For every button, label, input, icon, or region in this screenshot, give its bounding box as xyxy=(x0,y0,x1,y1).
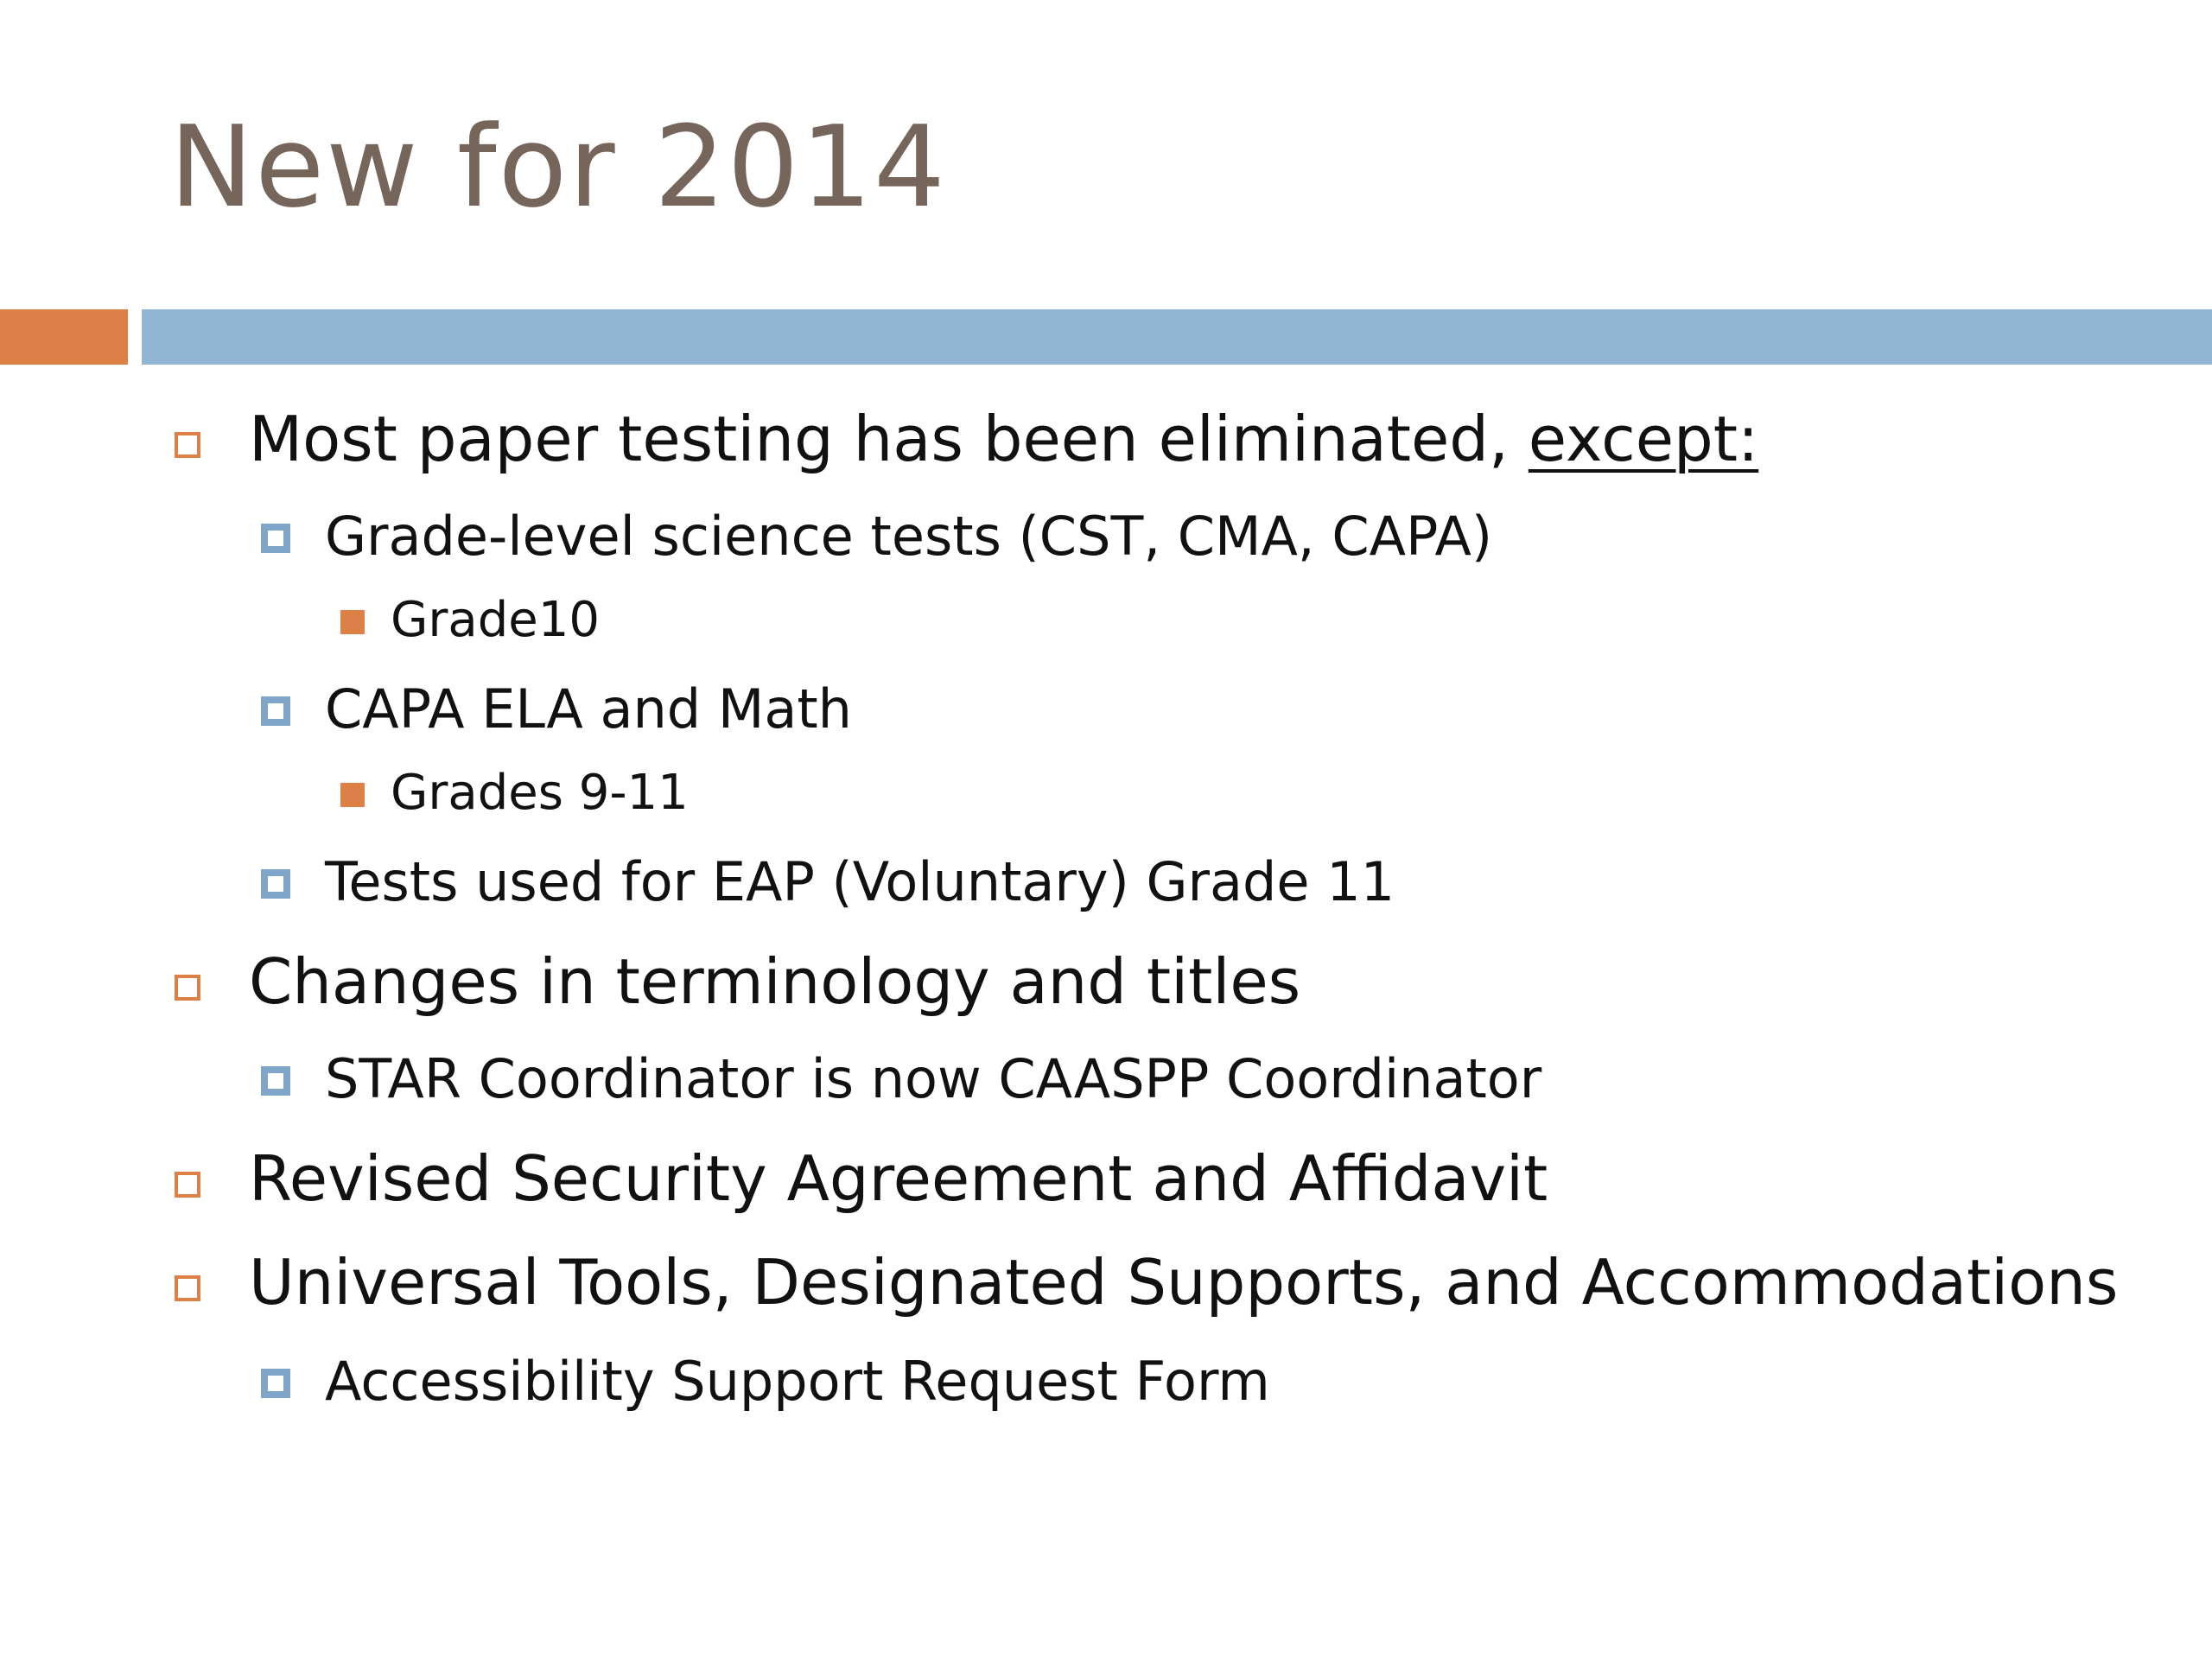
bullet-text: CAPA ELA and Math xyxy=(325,677,852,741)
hollow-square-bullet-icon xyxy=(175,1275,200,1301)
bullet-text: Grades 9-11 xyxy=(391,765,689,821)
blue-square-bullet-icon xyxy=(261,869,290,899)
bullet-text: STAR Coordinator is now CAASPP Coordinator xyxy=(325,1047,1542,1110)
bullet-item xyxy=(261,850,1395,913)
bullet-item xyxy=(340,765,689,821)
bullet-text: Grade-level science tests (CST, CMA, CAPA) xyxy=(325,505,1493,568)
bullet-text: Changes in terminology and titles xyxy=(249,945,1301,1018)
blue-square-bullet-icon xyxy=(261,1369,290,1398)
bullet-text: Tests used for EAP (Voluntary) Grade 11 xyxy=(325,850,1395,913)
hollow-square-bullet-icon xyxy=(175,975,200,1001)
bullet-item xyxy=(261,1350,1270,1413)
slide-title: New for 2014 xyxy=(169,101,947,232)
bullet-text: Most paper testing has been eliminated, except: xyxy=(249,403,1759,475)
hollow-square-bullet-icon xyxy=(175,432,200,458)
bullet-item xyxy=(261,505,1493,568)
blue-square-bullet-icon xyxy=(261,696,290,726)
filled-square-bullet-icon xyxy=(340,783,365,807)
bullet-item xyxy=(175,1246,2119,1319)
bullet-item xyxy=(261,1047,1542,1110)
bullet-text: Revised Security Agreement and Affidavit xyxy=(249,1142,1548,1215)
emphasis-text: except: xyxy=(1528,403,1759,475)
bullet-item xyxy=(175,1142,1548,1215)
bullet-item xyxy=(175,403,1759,475)
bullet-text: Grade10 xyxy=(391,592,600,648)
bullet-text: Accessibility Support Request Form xyxy=(325,1350,1270,1413)
blue-square-bullet-icon xyxy=(261,1066,290,1096)
bullet-text: Universal Tools, Designated Supports, and Accommodations xyxy=(249,1246,2119,1319)
hollow-square-bullet-icon xyxy=(175,1172,200,1198)
filled-square-bullet-icon xyxy=(340,610,365,634)
bullet-item xyxy=(175,945,1301,1018)
bullet-item xyxy=(340,592,600,648)
bullet-item xyxy=(261,677,852,741)
blue-square-bullet-icon xyxy=(261,524,290,553)
